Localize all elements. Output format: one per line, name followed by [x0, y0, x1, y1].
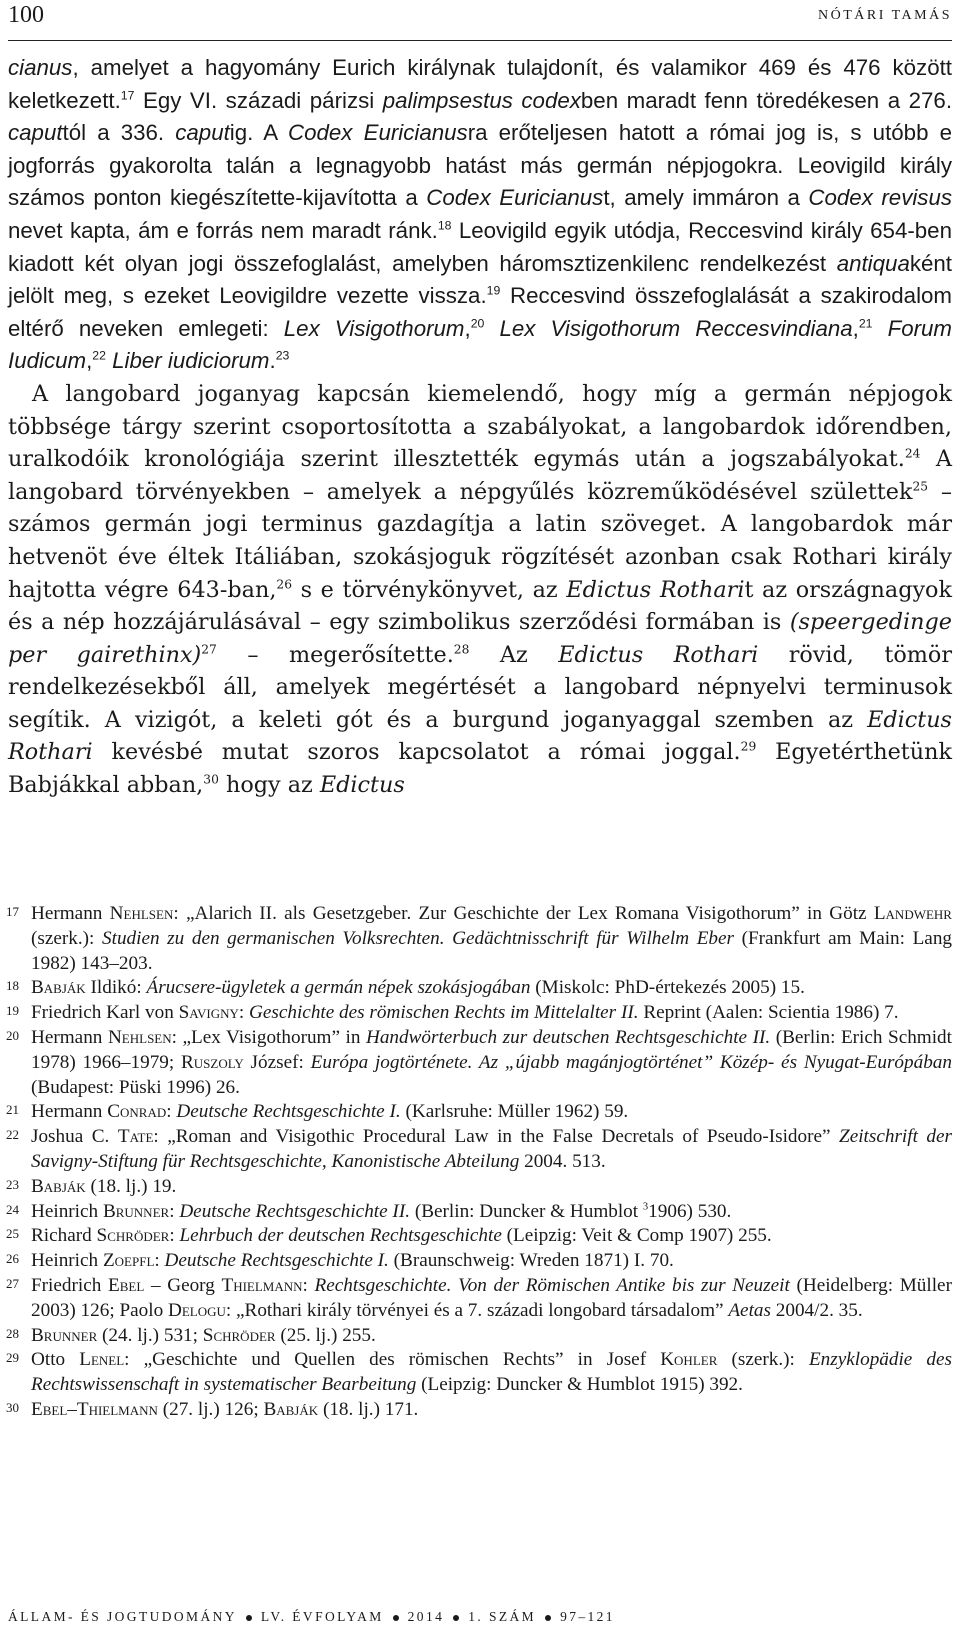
footnote-text: Friedrich Ebel – Georg Thielmann: Rechtsgeschichte. Von der Römischen Antike bis zur Neuzeit (Heidelberg: Müller 2003) 126; Paolo Delogu: „Rothari király törvényei és a 7. századi longobard társadalom” Aetas 2004/2. 35. — [31, 1274, 952, 1321]
footnote-number: 29 — [6, 1350, 19, 1366]
page-header — [8, 0, 952, 41]
footnote — [8, 1224, 952, 1249]
footnote-number: 23 — [6, 1176, 19, 1192]
footnote-number: 27 — [6, 1275, 19, 1291]
footnote-number: 20 — [6, 1027, 19, 1043]
footnote-text: Babják (18. lj.) 19. — [31, 1175, 177, 1197]
footnote — [8, 1026, 952, 1100]
footnote-number: 22 — [6, 1127, 19, 1143]
footnote — [8, 902, 952, 976]
footnote-text: Joshua C. Tate: „Roman and Visigothic Procedural Law in the False Decretals of Pseudo-Isidore” Zeitschrift der Savigny-Stiftung für Rechtsgeschichte, Kanonistische Abteilung 2004. 513. — [31, 1126, 953, 1172]
bullet-icon — [453, 1615, 459, 1621]
year: 2014 — [407, 1609, 445, 1624]
footnote — [8, 1398, 952, 1423]
footnote-text: Heinrich Zoepfl: Deutsche Rechtsgeschichte I. (Braunschweig: Wreden 1871) I. 70. — [31, 1250, 674, 1272]
footnote — [8, 1100, 952, 1125]
footnote — [8, 1324, 952, 1349]
footnote-number: 17 — [6, 904, 19, 919]
volume: LV. ÉVFOLYAM — [260, 1609, 384, 1624]
main-text — [8, 52, 952, 802]
page-number: 100 — [8, 2, 44, 28]
bullet-icon — [246, 1615, 252, 1621]
footnote-number: 19 — [6, 1003, 19, 1019]
page-range: 97–121 — [560, 1609, 615, 1624]
footnote — [8, 976, 952, 1001]
page-footer — [8, 1609, 952, 1625]
bullet-icon — [545, 1615, 551, 1621]
paragraph: cianus, amelyet a hagyomány Eurich királynak tulajdonít, és valamikor 469 és 476 között keletkezett.$^{17}$ Egy VI. századi párizsi palimpsestus codexben maradt fenn töredékesen a 276. caputtól a 336. caputig. A Codex Euricianusra erőteljesen hatott a római jog is, s utóbb e jogforrás gyakorolta talán a legnagyobb hatást más germán népjogokra. Leovigild király számos ponton kiegészítette-kijavította a Codex Euricianust, amely immáron a Codex revisus nevet kapta, ám e forrás nem maradt ránk.$^{18}$ Leovigild egyik utódja, Reccesvind király 654-ben kiadott két olyan jogi összefoglalást, amelyben háromsztizenkilenc rendelkezést antiquaként jelölt meg, s ezeket Leovigildre vezette vissza.$^{19}$ Reccesvind összefoglalását a szakirodalom eltérő neveken emlegeti: Lex Visigothorum,$^{20}$ Lex Visigothorum Reccesvindiana,$^{21}$ Forum Iudicum,$^{22}$ Liber iudiciorum.$^{23}$ — [8, 55, 953, 374]
issue: 1. SZÁM — [468, 1609, 537, 1624]
footnotes-list — [8, 902, 952, 1423]
footnote-number: 30 — [6, 1399, 19, 1415]
footnote-text: Richard Schröder: Lehrbuch der deutschen Rechtsgeschichte (Leipzig: Veit & Comp 1907) 255. — [31, 1225, 772, 1247]
footnote-number: 21 — [6, 1102, 19, 1118]
footnote-text: Hermann Nehlsen: „Alarich II. als Gesetzgeber. Zur Geschichte der Lex Romana Visigothorum” in Götz Landwehr (szerk.): Studien zu den germanischen Volksrechten. Gedächtnisschrift für Wilhelm Eber (Frankfurt am Main: Lang 1982) 143–203. — [31, 903, 953, 974]
footnote-number: 25 — [6, 1226, 19, 1242]
footnote — [8, 1249, 952, 1274]
footnote-text: Babják Ildikó: Árucsere-ügyletek a germán népek szokásjogában (Miskolc: PhD-értekezés 2005) 15. — [31, 977, 805, 999]
footnote-text: Otto Lenel: „Geschichte und Quellen des römischen Rechts” in Josef Kohler (szerk.): Enzyklopädie des Rechtswissenschaft in systematischer Bearbeitung (Leipzig: Duncker & Humblot 1915) 392. — [31, 1349, 952, 1396]
footnote-text: Hermann Conrad: Deutsche Rechtsgeschichte I. (Karlsruhe: Müller 1962) 59. — [31, 1101, 629, 1123]
footnote-number: 28 — [6, 1325, 19, 1341]
footnote-text: Brunner (24. lj.) 531; Schröder (25. lj.) 255. — [31, 1324, 376, 1346]
footnote-text: Hermann Nehlsen: „Lex Visigothorum” in Handwörterbuch zur deutschen Rechtsgeschichte II. (Berlin: Erich Schmidt 1978) 1966–1979; Ruszoly József: Európa jogtörténete. Az „újabb magánjogtörténet” Közép- és Nyugat-Európában (Budapest: Püski 1996) 26. — [31, 1026, 952, 1098]
footnote-text: Friedrich Karl von Savigny: Geschichte des römischen Rechts im Mittelalter II. Reprint (Aalen: Scientia 1986) 7. — [31, 1002, 899, 1024]
footnote-text: Heinrich Brunner: Deutsche Rechtsgeschichte II. (Berlin: Duncker & Humblot $^3$1906) 530. — [31, 1200, 732, 1222]
footnote — [8, 1348, 952, 1398]
footnote-number: 24 — [6, 1201, 19, 1217]
footnote-number: 26 — [6, 1251, 19, 1267]
journal-name: ÁLLAM- ÉS JOGTUDOMÁNY — [8, 1609, 237, 1624]
footnote — [8, 1274, 952, 1324]
footnote — [8, 1200, 952, 1225]
footnote-number: 18 — [6, 978, 19, 994]
paragraph: A langobard joganyag kapcsán kiemelendő, hogy míg a germán népjogok többsége tárgy szerint csoportosította a szabályokat, a langobardok időrendben, uralkodóik kronológiája szerint illesztették egymás után a jogszabályokat.$^{24}$ A langobard törvényekben – amelyek a népgyűlés közreműködésével születtek$^{25}$ – számos germán jogi terminus gazdagítja a latin szöveget. A langobardok már hetvenöt éve éltek Itáliában, szokásjoguk rögzítését azonban csak Rothari király hajtotta végre 643-ban,$^{26}$ s e törvénykönyvet, az Edictus Rotharit az országnagyok és a nép hozzájárulásával – egy szimbolikus szerződési formában is (speergedinge per gairethinx)$^{27}$ – megerősítette.$^{28}$ Az Edictus Rothari rövid, tömör rendelkezésekből áll, amelyek megértését a langobard népnyelvi terminusok segítik. A vizigót, a keleti gót és a burgund joganyaggal szemben az Edictus Rothari kevésbé mutat szoros kapcsolatot a római joggal.$^{29}$ Egyetérthetünk Babjákkal abban,$^{30}$ hogy az Edictus — [8, 380, 953, 799]
running-head-author: NÓTÁRI TAMÁS — [817, 8, 952, 23]
footnote — [8, 1125, 952, 1175]
bullet-icon — [393, 1615, 399, 1621]
footnote-text: Ebel–Thielmann (27. lj.) 126; Babják (18. lj.) 171. — [31, 1398, 419, 1420]
footnote — [8, 1175, 952, 1200]
footnote — [8, 1001, 952, 1026]
